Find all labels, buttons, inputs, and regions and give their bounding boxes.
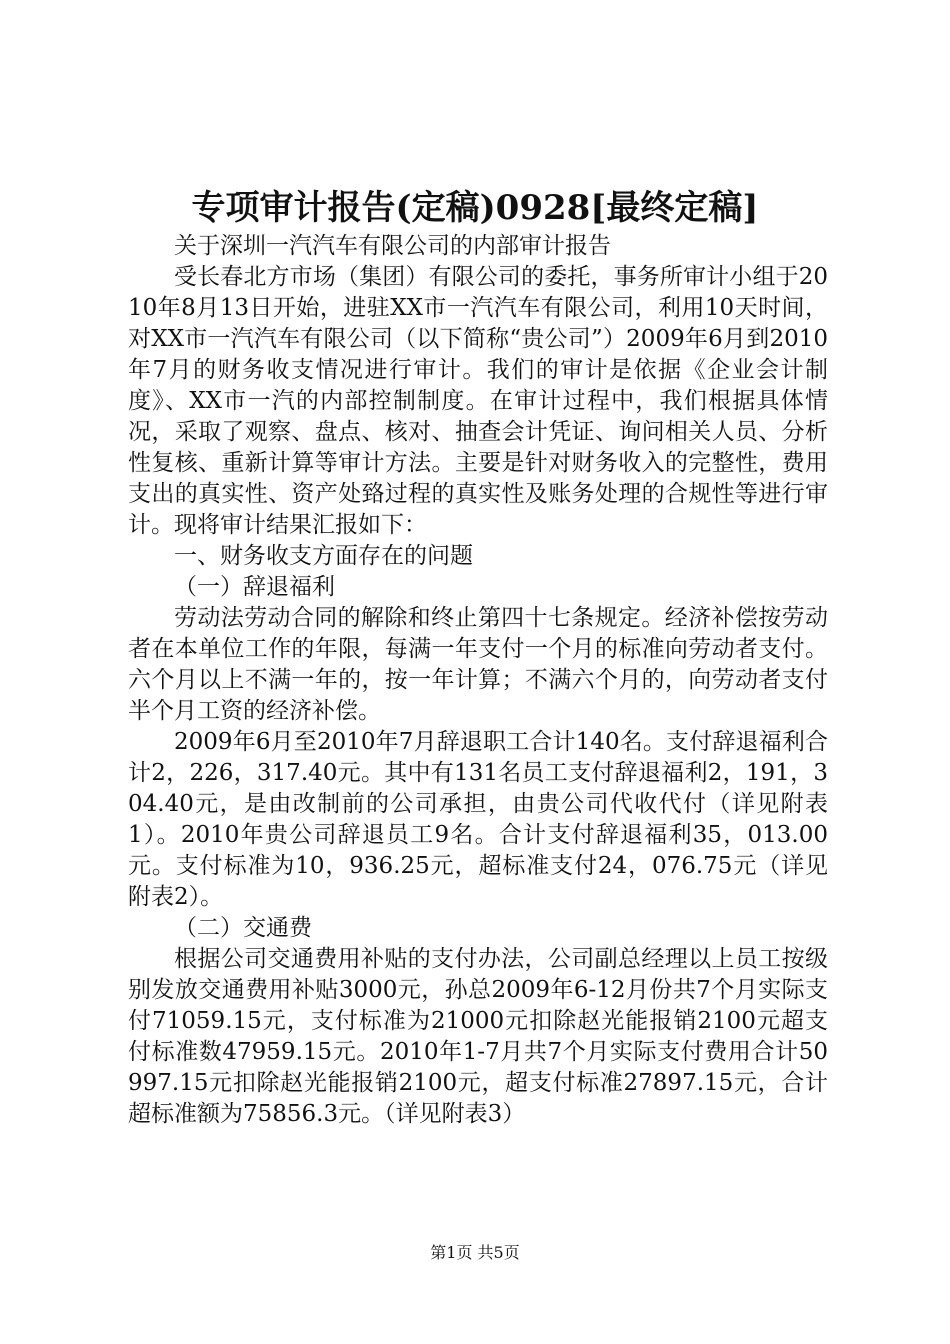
transport-detail-paragraph: 根据公司交通费用补贴的支付办法，公司副总经理以上员工按级别发放交通费用补贴3000元，孙总2009年6-12月份共7个月实际支付71059.15元，支付标准为21000元扣除赵光能报销2100元超支付标准数47959.15元。2010年1-7月共7个月实际支付费用合计50997.15元扣除赵光能报销2100元，超支付标准27897.15元，合计超标准额为75856.3元。（详见附表3） xyxy=(128,946,828,1127)
intro-paragraph: 受长春北方市场（集团）有限公司的委托，事务所审计小组于2010年8月13日开始，进驻XX市一汽汽车有限公司，利用10天时间，对XX市一汽汽车有限公司（以下简称“贵公司”）2009年6月到2010年7月的财务收支情况进行审计。我们的审计是依据《企业会计制度》、XX市一汽的内部控制制度。在审计过程中，我们根据具体情况，采取了观察、盘点、核对、抽查会计凭证、询问相关人员、分析性复核、重新计算等审计方法。主要是针对财务收入的完整性，费用支出的真实性、资产处臵过程的真实性及账务处理的合规性等进行审计。现将审计结果汇报如下： xyxy=(128,264,828,538)
subsection-heading-severance: （一）辞退福利 xyxy=(174,574,335,600)
document-title: 专项审计报告(定稿)0928[最终定稿] xyxy=(191,188,759,228)
subsection-heading-transport: （二）交通费 xyxy=(174,915,312,941)
report-subtitle: 关于深圳一汽汽车有限公司的内部审计报告 xyxy=(174,233,611,259)
severance-law-paragraph: 劳动法劳动合同的解除和终止第四十七条规定。经济补偿按劳动者在本单位工作的年限，每满一年支付一个月的标准向劳动者支付。六个月以上不满一年的，按一年计算；不满六个月的，向劳动者支付半个月工资的经济补偿。 xyxy=(128,605,828,724)
document-body xyxy=(128,231,828,1130)
section-heading: 一、财务收支方面存在的问题 xyxy=(174,543,473,569)
page-number-footer: 第1页 共5页 xyxy=(430,1243,520,1262)
severance-detail-paragraph: 2009年6月至2010年7月辞退职工合计140名。支付辞退福利合计2，226，317.40元。其中有131名员工支付辞退福利2，191，304.40元，是由改制前的公司承担，由贵公司代收代付（详见附表1）。2010年贵公司辞退员工9名。合计支付辞退福利35，013.00元。支付标准为10，936.25元，超标准支付24，076.75元（详见附表2）。 xyxy=(128,729,828,910)
